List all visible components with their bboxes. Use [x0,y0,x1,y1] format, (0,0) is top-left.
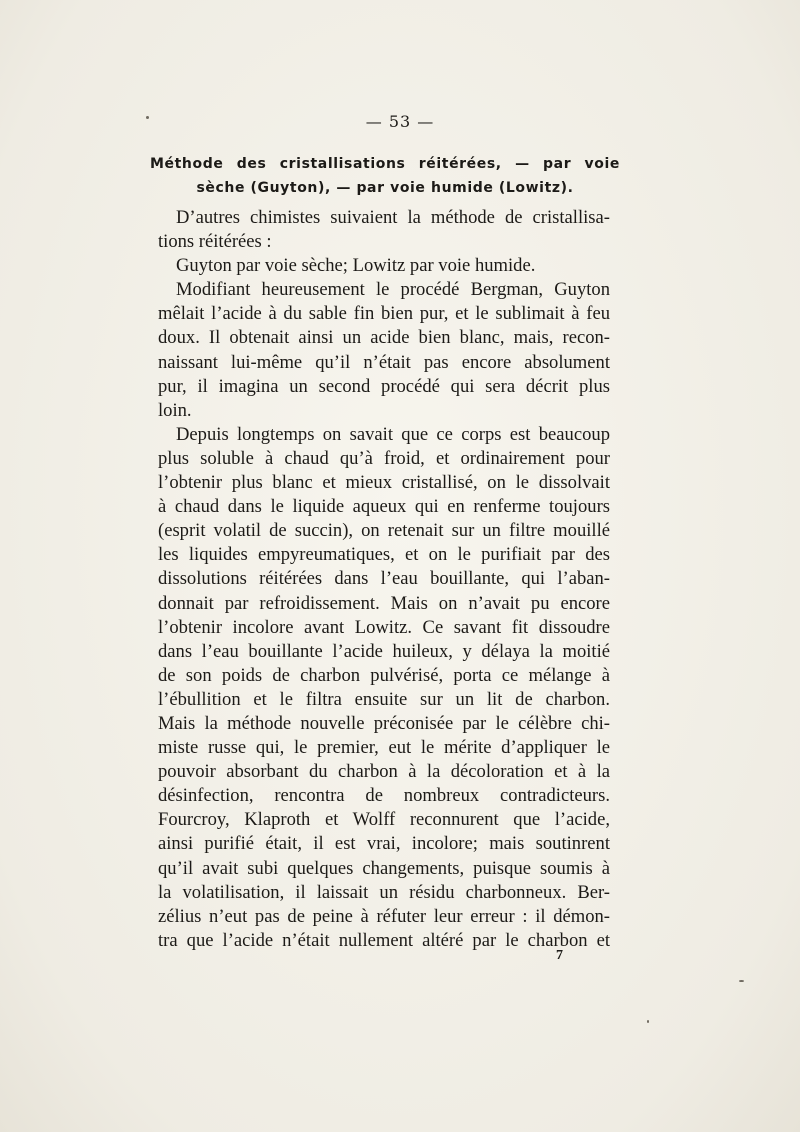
text-line: D’autres chimistes suivaient la méthode de cristallisa- [176,207,610,228]
text-line: les liquides empyreumatiques, et on le purifiait par des [158,544,610,566]
text-line: désinfection, rencontra de nombreux contradicteurs. [158,785,610,807]
text-line: dissolutions réitérées dans l’eau bouillante, qui l’aban- [158,568,610,590]
text-line: plus soluble à chaud qu’à froid, et ordinairement pour [158,447,610,469]
text-line: la volatilisation, il laissait un résidu charbonneux. Ber- [158,881,610,903]
text-line: Mais la méthode nouvelle préconisée par le célèbre chi- [158,712,610,734]
page-number: — 53 — [365,112,435,131]
signature-mark: 7 [556,948,563,963]
text-line: pur, il imagina un second procédé qui sera décrit plus [158,375,610,397]
text-line: l’obtenir incolore avant Lowitz. Ce savant fit dissoudre [158,616,610,638]
body-text [158,206,610,953]
section-heading [150,152,620,200]
text-line: qu’il avait subi quelques changements, puisque soumis à [158,857,610,879]
text-line: miste russe qui, le premier, eut le mérite d’appliquer le [158,737,610,759]
text-line: l’ébullition et le filtra ensuite sur un lit de charbon. [158,688,610,710]
text-line: tra que l’acide n’était nullement altéré par le charbon et [158,929,610,951]
section-heading-line-1: Méthode des cristallisations réitérées, — par voie [150,156,620,172]
text-line: Modifiant heureusement le procédé Bergman, Guyton [176,279,610,301]
text-line: doux. Il obtenait ainsi un acide bien blanc, mais, recon- [158,327,610,349]
text-line: l’obtenir plus blanc et mieux cristallisé, on le dissolvait [158,472,610,494]
section-heading-line-2: sèche (Guyton), — par voie humide (Lowitz). [196,180,574,196]
text-line: zélius n’eut pas de peine à réfuter leur erreur : il démon- [158,905,610,927]
text-line: naissant lui-même qu’il n’était pas encore absolument [158,351,610,373]
text-line: Fourcroy, Klaproth et Wolff reconnurent que l’acide, [158,809,610,831]
text-line: donnait par refroidissement. Mais on n’avait pu encore [158,592,610,614]
text-line: mêlait l’acide à du sable fin bien pur, et le sublimait à feu [158,303,610,325]
text-line: ainsi purifié était, il est vrai, incolore; mais soutinrent [158,833,610,855]
text-line: pouvoir absorbant du charbon à la décoloration et à la [158,761,610,783]
paper-speck [739,980,744,982]
text-line: dans l’eau bouillante l’acide huileux, y délaya la moitié [158,640,610,662]
paper-speck [146,116,149,119]
text-line: de son poids de charbon pulvérisé, porta ce mélange à [158,664,610,686]
paper-speck [647,1020,649,1023]
text-line: Guyton par voie sèche; Lowitz par voie humide. [176,255,536,277]
text-line: (esprit volatil de succin), on retenait sur un filtre mouillé [158,520,610,542]
text-line: loin. [158,399,192,421]
text-line: Depuis longtemps on savait que ce corps est beaucoup [176,423,610,445]
text-line: tions réitérées : [158,231,272,253]
text-line: à chaud dans le liquide aqueux qui en renferme toujours [158,496,610,518]
